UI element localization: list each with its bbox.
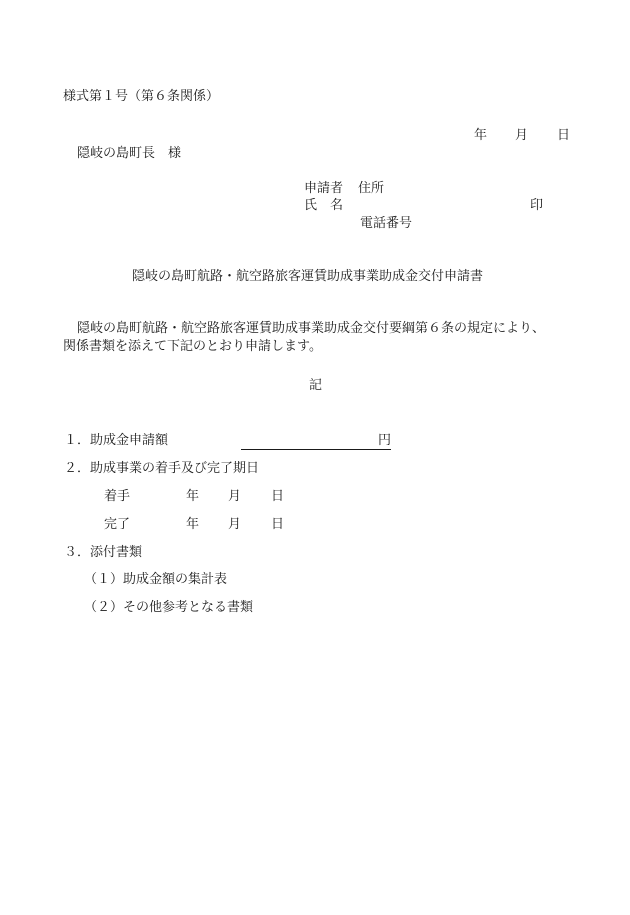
seal-mark: 印 (530, 198, 544, 213)
end-year: 年 (186, 517, 200, 532)
start-label: 着手 (104, 489, 131, 504)
date-year: 年 (474, 128, 488, 143)
date-month: 月 (515, 128, 529, 143)
end-day: 日 (271, 517, 285, 532)
body-line-1: 隠岐の島町航路・航空路旅客運賃助成事業助成金交付要綱第６条の規定により、 (77, 321, 546, 336)
start-month: 月 (228, 489, 242, 504)
start-day: 日 (271, 489, 285, 504)
ki-heading: 記 (309, 378, 323, 393)
applicant-label: 申請者 (304, 181, 344, 196)
name-label: 氏 名 (304, 198, 344, 213)
document-title: 隠岐の島町航路・航空路旅客運賃助成事業助成金交付申請書 (132, 269, 484, 284)
attachment-1: （１）助成金額の集計表 (84, 572, 228, 587)
item-3-label: ３．添付書類 (64, 545, 143, 560)
addressee: 隠岐の島町長 様 (77, 146, 182, 161)
item-2-label: ２．助成事業の着手及び完了期日 (64, 461, 260, 476)
address-label: 住所 (358, 181, 385, 196)
attachment-2: （２）その他参考となる書類 (84, 600, 254, 615)
amount-field-underline (241, 433, 391, 450)
end-label: 完了 (104, 517, 131, 532)
form-number-label: 様式第１号（第６条関係） (63, 89, 220, 104)
amount-unit: 円 (378, 433, 392, 448)
end-month: 月 (228, 517, 242, 532)
start-year: 年 (186, 489, 200, 504)
date-day: 日 (557, 128, 571, 143)
phone-label: 電話番号 (360, 216, 413, 231)
item-1-label: １．助成金申請額 (64, 433, 169, 448)
body-line-2: 関係書類を添えて下記のとおり申請します。 (63, 339, 322, 354)
